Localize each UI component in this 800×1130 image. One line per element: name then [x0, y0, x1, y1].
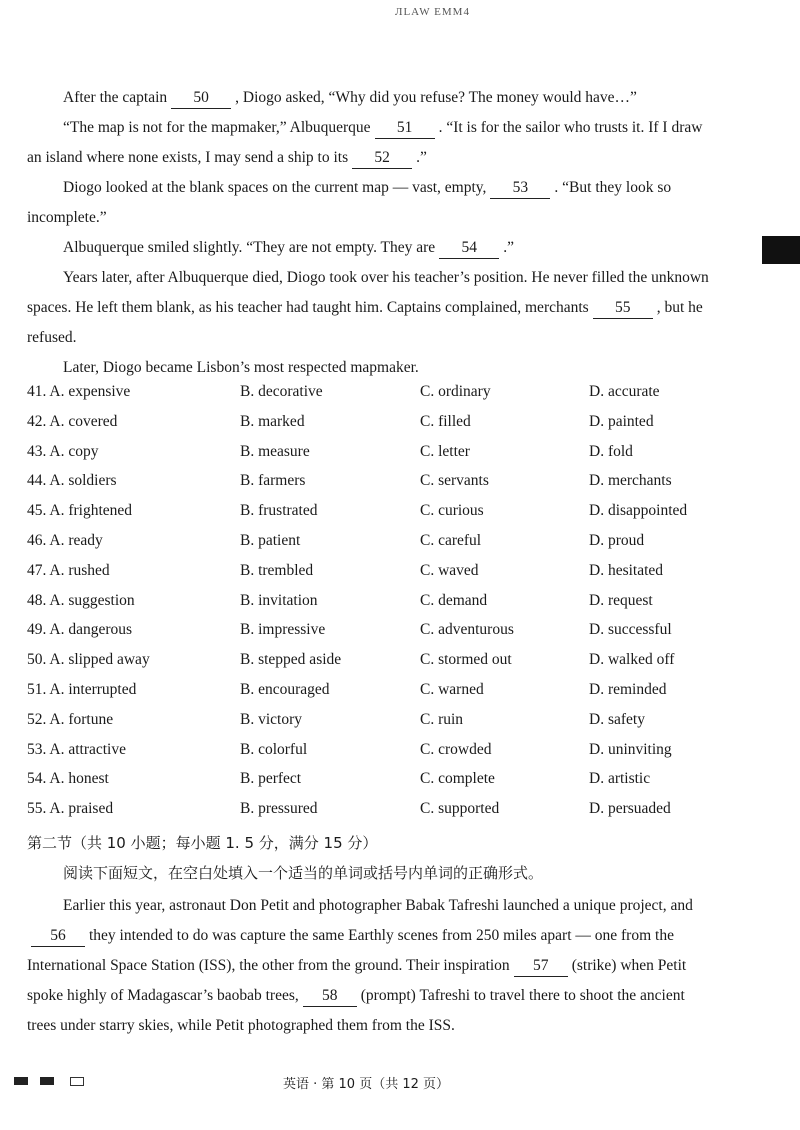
option-row: 47. A. rushed B. trembled C. waved D. hesitated	[27, 561, 664, 579]
option-row: 42. A. covered B. marked C. filled D. painted	[27, 412, 654, 430]
option-row: 53. A. attractive B. colorful C. crowded D. uninviting	[27, 740, 672, 758]
option-row: 41. A. expensive B. decorative C. ordinary D. accurate	[27, 383, 660, 400]
scan-mark	[14, 1077, 28, 1085]
option-row: 46. A. ready B. patient C. careful D. proud	[27, 531, 645, 549]
scan-mark	[40, 1077, 54, 1085]
blank-50: 50	[171, 88, 231, 109]
answer-options-table	[27, 383, 747, 830]
option-row: 51. A. interrupted B. encouraged C. warned D. reminded	[27, 680, 667, 698]
option-row: 48. A. suggestion B. invitation C. demand D. request	[27, 591, 653, 609]
option-row: 44. A. soldiers B. farmers C. servants D. merchants	[27, 472, 672, 490]
option-row: 54. A. honest B. perfect C. complete D. artistic	[27, 770, 651, 788]
blank-51: 51	[375, 118, 435, 139]
page-footer	[0, 1073, 800, 1093]
paragraph-4: Albuquerque smiled slightly. “They are not empty. They are 54 .”	[27, 233, 717, 263]
blank-58: 58	[303, 986, 357, 1007]
page-number: 英语 · 第 10 页（共 12 页）	[283, 1077, 450, 1092]
paragraph-1: After the captain 50 , Diogo asked, “Why did you refuse? The money would have…”	[27, 83, 717, 113]
option-row: 49. A. dangerous B. impressive C. adventurous D. successful	[27, 621, 672, 639]
paragraph-3: Diogo looked at the blank spaces on the current map — vast, empty, 53 . “But they look so incomplete.”	[27, 179, 672, 226]
option-row: 50. A. slipped away B. stepped aside C. stormed out D. walked off	[27, 651, 675, 669]
blank-52: 52	[352, 148, 412, 169]
option-row: 55. A. praised B. pressured C. supported D. persuaded	[27, 800, 671, 818]
paragraph-5: Years later, after Albuquerque died, Diogo took over his teacher’s position. He never filled the unknown spaces. He left them blank, as his teacher had taught him. Captains complained, merchants 55 , but he refused.	[27, 269, 709, 346]
option-row: 52. A. fortune B. victory C. ruin D. safety	[27, 710, 645, 728]
page-edge-tab	[762, 236, 800, 264]
option-row: 45. A. frightened B. frustrated C. curious D. disappointed	[27, 502, 688, 520]
paragraph-6: Later, Diogo became Lisbon’s most respected mapmaker.	[63, 359, 419, 376]
blank-54: 54	[439, 238, 499, 259]
scan-mark	[70, 1077, 84, 1086]
blank-55: 55	[593, 298, 653, 319]
section-heading: 第二节（共 10 小题；每小题 1. 5 分，满分 15 分）	[27, 834, 378, 852]
cropped-header-text: ЛLAW ЕMM4	[395, 6, 470, 18]
section-instruction: 阅读下面短文，在空白处填入一个适当的单词或括号内单词的正确形式。	[63, 864, 544, 882]
blank-56: 56	[31, 926, 85, 947]
paragraph-2: “The map is not for the mapmaker,” Albuquerque 51 . “It is for the sailor who trusts it. If I draw an island where none exists, I may send a ship to its 52 .”	[27, 113, 717, 173]
blank-53: 53	[490, 178, 550, 199]
blank-57: 57	[514, 956, 568, 977]
option-row: 43. A. copy B. measure C. letter D. fold	[27, 442, 633, 460]
passage-2: Earlier this year, astronaut Don Petit and photographer Babak Tafreshi launched a unique project, and56 they intended to do was capture the same Earthly scenes from 250 miles apart — one from the International Space Station (ISS), the other from the ground. Their inspiration 57 (strike) when Petit spoke highly of Madagascar’s baobab trees, 58 (prompt) Tafreshi to travel there to shoot the ancient trees under starry skies, while Petit photographed them from the ISS.	[27, 897, 693, 1034]
